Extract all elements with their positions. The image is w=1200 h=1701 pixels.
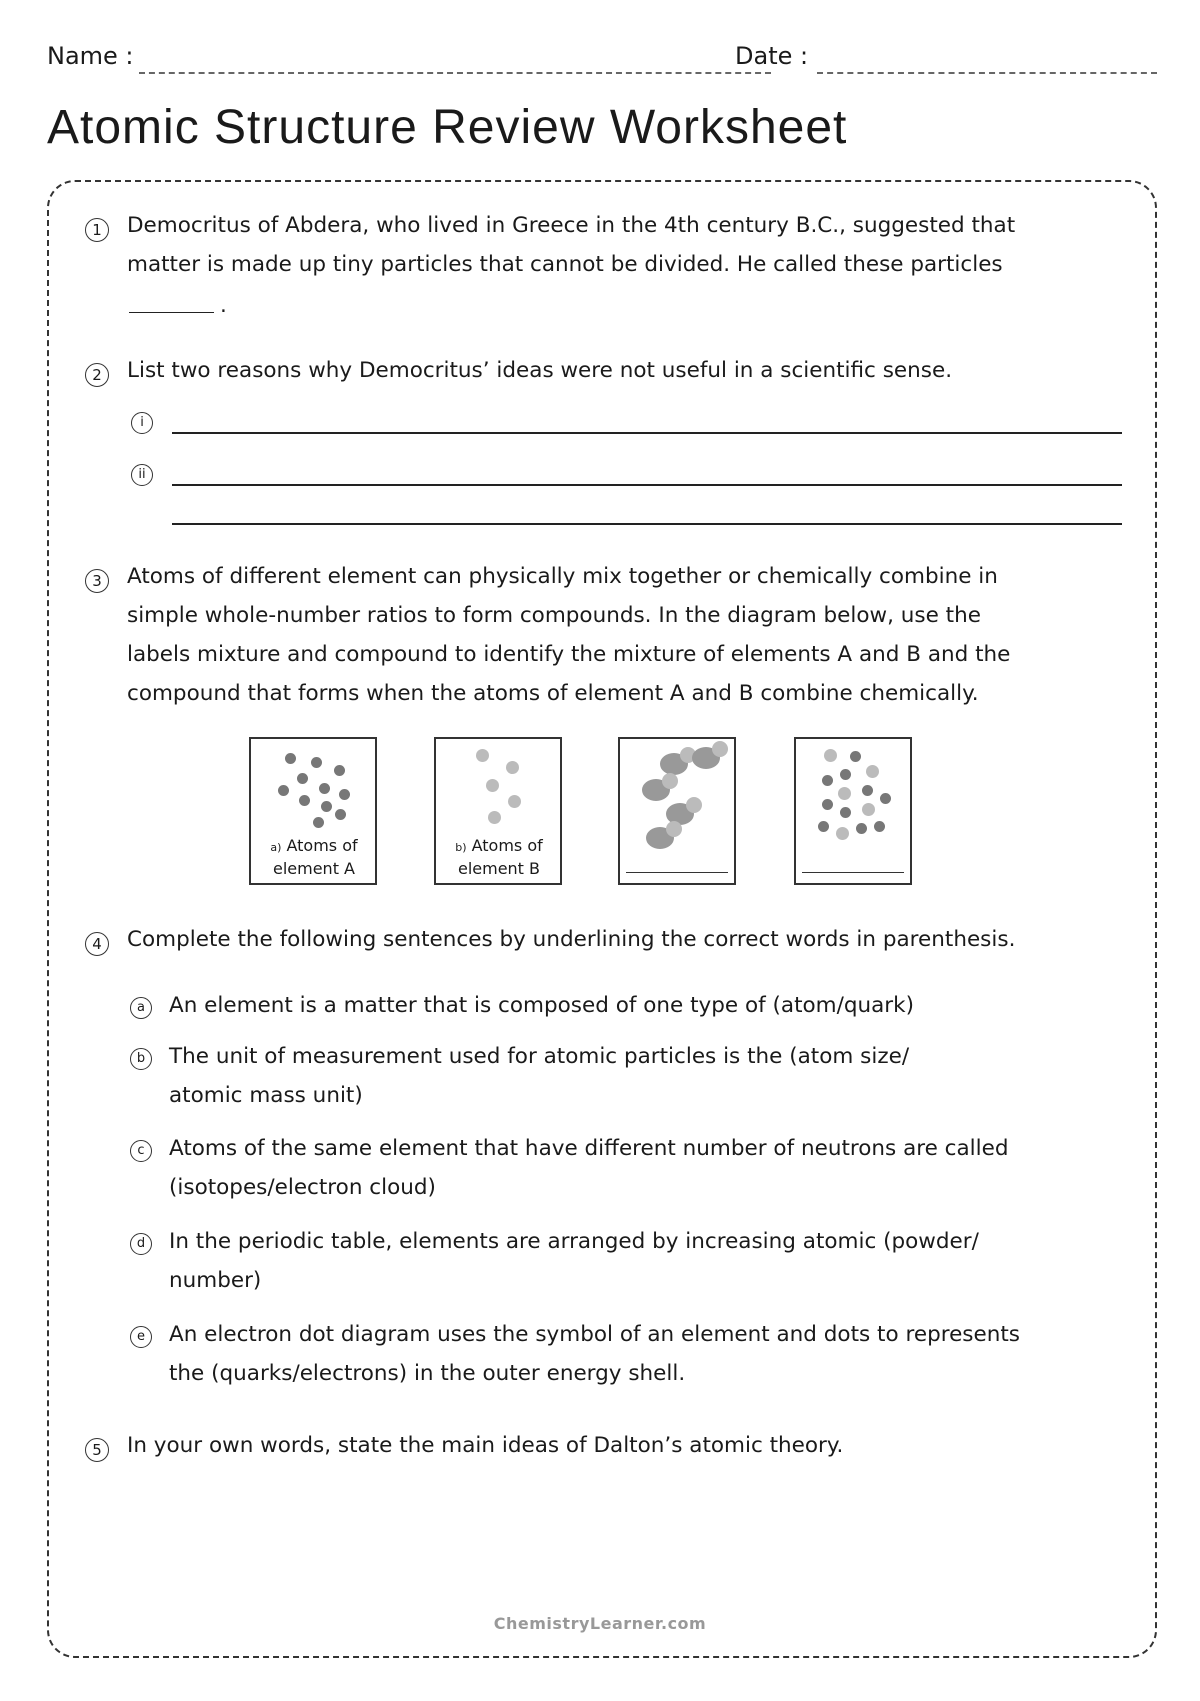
question-number: 5 <box>85 1438 109 1462</box>
item-marker: b <box>130 1048 152 1070</box>
question-text: In your own words, state the main ideas of Dalton’s atomic theory. <box>127 1433 844 1458</box>
answer-line[interactable] <box>172 484 1122 486</box>
item-text <box>169 1222 979 1300</box>
atom-b <box>866 765 879 778</box>
answer-area[interactable] <box>127 1470 1117 1590</box>
blank-period: . <box>220 293 227 318</box>
atom-a <box>840 807 851 818</box>
atom-a <box>334 765 345 776</box>
item-marker: c <box>130 1140 152 1162</box>
question-number: 3 <box>85 569 109 593</box>
caption-line: Atoms of <box>286 836 358 855</box>
atom-b <box>838 787 851 800</box>
atom-a <box>862 785 873 796</box>
atom-a <box>818 821 829 832</box>
date-label: Date : <box>735 42 809 70</box>
text-line: matter is made up tiny particles that cannot be divided. He called these particles <box>127 252 1003 277</box>
answer-line[interactable] <box>172 523 1122 525</box>
atom-b <box>836 827 849 840</box>
atom-a <box>822 775 833 786</box>
panel-caption <box>257 835 371 879</box>
text-line: the (quarks/electrons) in the outer energy shell. <box>169 1361 686 1386</box>
item-text <box>169 986 914 1025</box>
item-marker: ii <box>131 464 153 486</box>
name-label: Name : <box>47 42 134 70</box>
atom-a <box>319 783 330 794</box>
caption-line: Atoms of <box>471 836 543 855</box>
text-line: (isotopes/electron cloud) <box>169 1175 436 1200</box>
atom-a <box>850 751 861 762</box>
question-number: 2 <box>85 363 109 387</box>
item-text <box>169 1037 909 1115</box>
atom-a <box>278 785 289 796</box>
atom-a <box>874 821 885 832</box>
question-text <box>127 206 1015 284</box>
atom-a <box>335 809 346 820</box>
answer-line[interactable] <box>802 872 904 873</box>
panel-element-b <box>434 737 562 885</box>
molecule <box>646 827 674 849</box>
atom-a <box>299 795 310 806</box>
panel-element-a <box>249 737 377 885</box>
atom-b <box>824 749 837 762</box>
atom-a <box>856 823 867 834</box>
header <box>47 42 1157 78</box>
item-text <box>169 1315 1020 1393</box>
caption-line: element B <box>457 859 541 878</box>
page-title: Atomic Structure Review Worksheet <box>47 101 848 154</box>
name-field[interactable] <box>139 72 771 74</box>
caption-line: element A <box>272 859 355 878</box>
molecule <box>642 779 670 801</box>
panel-compound <box>618 737 736 885</box>
answer-blank[interactable] <box>129 312 214 313</box>
text-line: compound that forms when the atoms of element A and B combine chemically. <box>127 681 979 706</box>
text-line: Atoms of the same element that have different number of neutrons are called <box>169 1136 1009 1161</box>
text-line: number) <box>169 1268 262 1293</box>
atom-a <box>313 817 324 828</box>
atom-b <box>862 803 875 816</box>
item-text <box>169 1129 1009 1207</box>
item-marker: d <box>130 1233 152 1255</box>
atom-b <box>508 795 521 808</box>
atom-b <box>488 811 501 824</box>
panel-caption <box>442 835 556 879</box>
item-marker: a <box>130 997 152 1019</box>
question-text <box>127 557 1010 713</box>
question-text: Complete the following sentences by underlining the correct words in parenthesis. <box>127 927 1016 952</box>
item-marker: e <box>130 1326 152 1348</box>
text-line: Atoms of different element can physically mix together or chemically combine in <box>127 564 998 589</box>
text-line: atomic mass unit) <box>169 1083 363 1108</box>
text-line: simple whole-number ratios to form compounds. In the diagram below, use the <box>127 603 981 628</box>
text-line: In the periodic table, elements are arranged by increasing atomic (powder/ <box>169 1229 979 1254</box>
atom-a <box>297 773 308 784</box>
molecule <box>692 747 720 769</box>
atom-a <box>285 753 296 764</box>
caption-prefix: a) <box>270 841 282 854</box>
footer-brand: ChemistryLearner.com <box>493 1614 707 1633</box>
atom-a <box>840 769 851 780</box>
text-line: An element is a matter that is composed of one type of (atom/quark) <box>169 993 914 1018</box>
atom-a <box>311 757 322 768</box>
question-number: 1 <box>85 218 109 242</box>
text-line: labels mixture and compound to identify the mixture of elements A and B and the <box>127 642 1011 667</box>
atom-b <box>506 761 519 774</box>
answer-line[interactable] <box>626 872 728 873</box>
question-text: List two reasons why Democritus’ ideas were not useful in a scientific sense. <box>127 358 953 383</box>
atom-a <box>880 793 891 804</box>
question-number: 4 <box>85 932 109 956</box>
atom-b <box>486 779 499 792</box>
date-field[interactable] <box>817 72 1157 74</box>
panel-mixture <box>794 737 912 885</box>
atom-b <box>476 749 489 762</box>
atom-a <box>321 801 332 812</box>
atom-a <box>822 799 833 810</box>
text-line: The unit of measurement used for atomic particles is the (atom size/ <box>169 1044 910 1069</box>
text-line: An electron dot diagram uses the symbol of an element and dots to represents <box>169 1322 1020 1347</box>
answer-line[interactable] <box>172 432 1122 434</box>
molecule <box>660 753 688 775</box>
item-marker: i <box>131 412 153 434</box>
caption-prefix: b) <box>455 841 467 854</box>
text-line: Democritus of Abdera, who lived in Greece in the 4th century B.C., suggested that <box>127 213 1016 238</box>
atom-a <box>339 789 350 800</box>
